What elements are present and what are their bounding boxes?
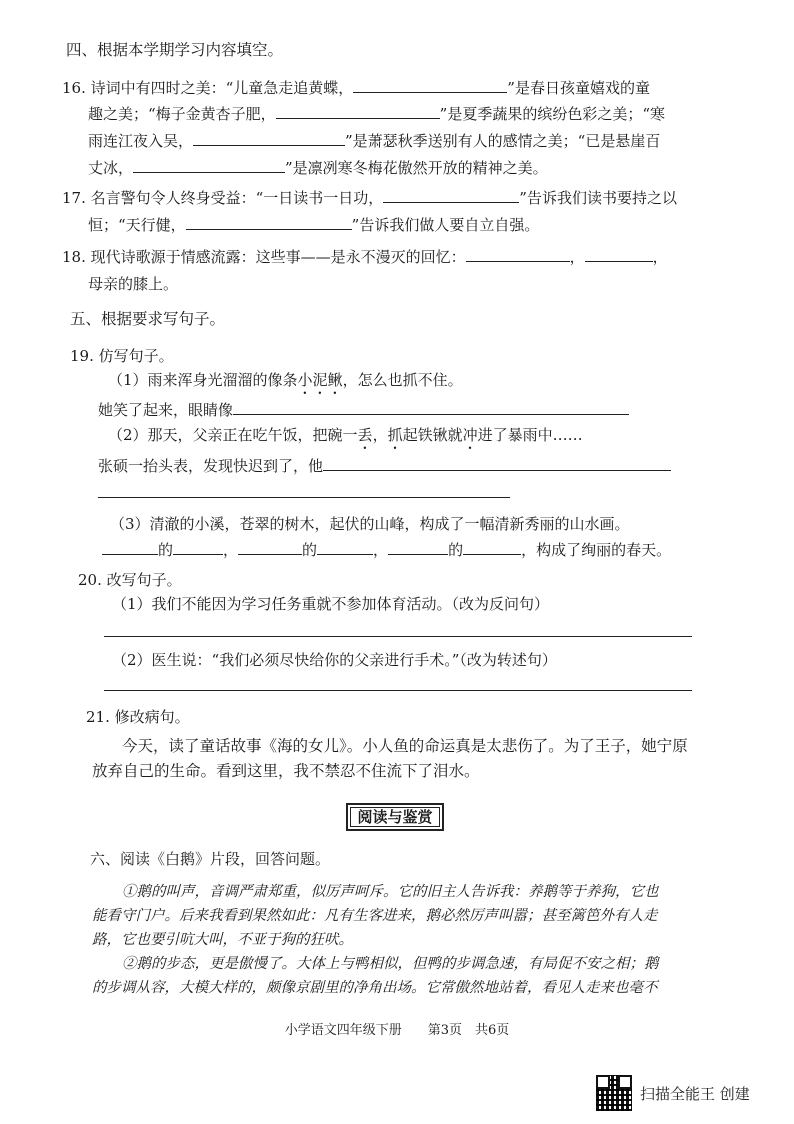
q19-s1-text: （1）雨来浑身光溜溜的像条 xyxy=(108,371,298,389)
section-6-title: 六、阅读《白鹅》片段，回答问题。 xyxy=(90,850,331,868)
section-4-title: 四、根据本学期学习内容填空。 xyxy=(66,41,284,59)
passage-p2-line-2: 的步调从容，大模大样的，颇像京剧里的净角出场。它常傲然地站着，看见人走来也毫不 xyxy=(92,980,658,996)
q19-prompt-1 xyxy=(98,400,629,420)
q19-s2-text: 进了暴雨中…… xyxy=(477,426,583,444)
q18-line-1 xyxy=(62,247,668,267)
q19-s1-text: ，怎么也抓不住。 xyxy=(342,371,463,389)
q19-s2-text: ， xyxy=(372,426,388,444)
de-char: 的 xyxy=(158,541,174,559)
q21-line-1: 今天，读了童话故事《海的女儿》。小人鱼的命运真是太悲伤了。为了王子，她宁原 xyxy=(122,737,688,755)
q19-s2-text: 起铁锹就 xyxy=(402,426,463,444)
answer-line[interactable] xyxy=(98,497,510,498)
q20-sentence-2: （2）医生说：“我们必须尽快给你的父亲进行手术。”（改为转述句） xyxy=(112,651,557,669)
q19-sentence-3: （3）清澈的小溪，苍翠的树木，起伏的山峰，构成了一幅清新秀丽的山水画。 xyxy=(110,515,630,533)
q17-text: ”告诉我们做人要自立自强。 xyxy=(351,216,540,234)
answer-line[interactable] xyxy=(233,400,629,415)
q16-text: 16. 诗词中有四时之美：“儿童急走追黄蝶， xyxy=(62,79,354,97)
blank[interactable] xyxy=(463,540,521,555)
de-char: 的 xyxy=(448,541,464,559)
blank[interactable] xyxy=(102,540,158,555)
q16-text: ”是春日孩童嬉戏的童 xyxy=(507,79,650,97)
q17-line-2 xyxy=(88,215,539,235)
blank[interactable] xyxy=(276,104,440,119)
q17-text: ”告诉我们读书要持之以 xyxy=(519,189,677,207)
q19-s3-end: ，构成了绚丽的春天。 xyxy=(521,541,672,559)
q19-s2-dotted: 冲 xyxy=(462,426,478,444)
q17-text: 恒；“天行健， xyxy=(88,216,186,234)
blank[interactable] xyxy=(317,540,373,555)
q18-text: 18. 现代诗歌源于情感流露：这些事——是永不漫灭的回忆： xyxy=(62,248,466,266)
q16-text: ”是凛冽寒冬梅花傲然开放的精神之美。 xyxy=(285,159,548,177)
answer-line[interactable] xyxy=(104,690,692,691)
comma: ， xyxy=(373,541,389,559)
q19-s2-dotted: 抓 xyxy=(387,426,403,444)
comma: ， xyxy=(223,541,239,559)
q18-end: ， xyxy=(652,248,668,266)
q16-text: ”是夏季蔬果的缤纷色彩之美；“寒 xyxy=(439,105,666,123)
blank[interactable] xyxy=(186,215,352,230)
answer-line[interactable] xyxy=(104,636,692,637)
answer-line[interactable] xyxy=(323,456,671,471)
page-footer: 小学语文四年级下册 第3页 共6页 xyxy=(284,1023,510,1038)
passage-p1-line-1: ①鹅的叫声，音调严肃郑重，似厉声呵斥。它的旧主人告诉我：养鹅等于养狗，它也 xyxy=(122,884,659,900)
q16-line-1 xyxy=(62,78,650,98)
passage-p2-line-1: ②鹅的步态，更是傲慢了。大体上与鸭相似，但鸭的步调急速，有局促不安之相；鹅 xyxy=(122,956,659,972)
passage-p1-line-3: 路，它也要引吭大叫，不亚于狗的狂吠。 xyxy=(92,932,353,948)
q20-label: 20. 改写句子。 xyxy=(78,571,182,589)
q16-text: 雨连江夜入吴， xyxy=(88,132,194,150)
blank[interactable] xyxy=(173,540,223,555)
blank[interactable] xyxy=(193,131,345,146)
q18-line-2: 母亲的膝上。 xyxy=(88,275,179,293)
q20-sentence-1: （1）我们不能因为学习任务重就不参加体育活动。（改为反问句） xyxy=(112,595,550,613)
q16-line-3 xyxy=(88,131,660,151)
q21-line-2: 放弃自己的生命。看到这里，我不禁忍不住流下了泪水。 xyxy=(92,762,480,780)
blank[interactable] xyxy=(388,540,448,555)
q17-text: 17. 名言警句令人终身受益：“一日读书一日功， xyxy=(62,189,384,207)
blank[interactable] xyxy=(585,247,653,262)
blank[interactable] xyxy=(133,158,285,173)
q16-text: ”是萧瑟秋季送别有人的感情之美；“已是悬崖百 xyxy=(345,132,661,150)
section-5-title: 五、根据要求写句子。 xyxy=(70,310,226,328)
q19-prompt-text: 她笑了起来，眼睛像 xyxy=(98,401,234,419)
reading-section-title-box: 阅读与鉴赏 xyxy=(346,803,444,831)
blank[interactable] xyxy=(383,188,519,203)
q19-s1-dotted: 小泥鳅 xyxy=(297,371,343,389)
blank[interactable] xyxy=(466,247,570,262)
scanner-watermark: 扫描全能王 创建 xyxy=(640,1085,750,1103)
q19-s2-text: （2）那天，父亲正在吃午饭，把碗一 xyxy=(108,426,358,444)
q19-sentence-1 xyxy=(108,370,463,398)
blank[interactable] xyxy=(353,78,507,93)
blank[interactable] xyxy=(238,540,302,555)
q17-line-1 xyxy=(62,188,677,208)
qr-code-icon xyxy=(596,1075,632,1111)
q19-prompt-2 xyxy=(98,456,671,476)
passage-p1-line-2: 能看守门户。后来我看到果然如此：凡有生客进来，鹅必然厉声叫嚣；甚至篱笆外有人走 xyxy=(92,908,658,924)
q16-line-4 xyxy=(88,158,548,178)
q21-label: 21. 修改病句。 xyxy=(86,708,190,726)
q19-sentence-2 xyxy=(108,425,583,453)
q16-line-2 xyxy=(88,104,665,124)
q19-prompt-text: 张硕一抬头表，发现快迟到了，他 xyxy=(98,457,324,475)
q19-label: 19. 仿写句子。 xyxy=(70,347,174,365)
q16-text: 趣之美；“梅子金黄杏子肥， xyxy=(88,105,276,123)
q19-s2-dotted: 丢 xyxy=(357,426,373,444)
q19-prompt-3 xyxy=(102,540,671,560)
q16-text: 丈冰， xyxy=(88,159,134,177)
q18-sep: ， xyxy=(569,248,585,266)
de-char: 的 xyxy=(302,541,318,559)
